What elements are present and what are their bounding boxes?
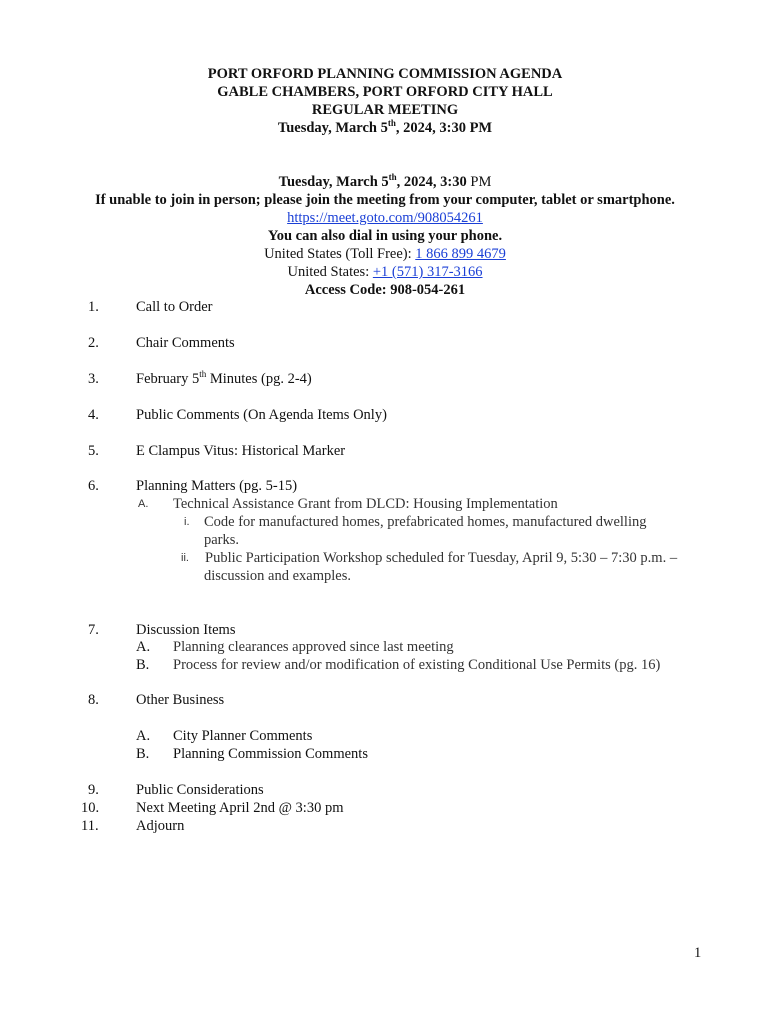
- item-7-text: Discussion Items: [136, 622, 236, 638]
- item-2-number: 2.: [88, 335, 99, 351]
- header-date-text: Tuesday, March 5: [277, 120, 388, 136]
- item-10-number: 10.: [81, 800, 100, 816]
- header-date-rest: , 2024, 3:30 PM: [395, 120, 493, 136]
- item-8b-text: Planning Commission Comments: [173, 746, 368, 762]
- item-7a-text: Planning clearances approved since last meeting: [173, 639, 454, 655]
- item-6a-text: Technical Assistance Grant from DLCD: Housing Implementation: [173, 496, 558, 512]
- item-11-text: Adjourn: [136, 818, 185, 834]
- remote-date-rest: , 2024, 3:30: [396, 174, 467, 190]
- item-7a-letter: A.: [136, 639, 151, 655]
- item-11-number: 11.: [81, 818, 99, 834]
- header-location: GABLE CHAMBERS, PORT ORFORD CITY HALL: [217, 84, 553, 100]
- page-number: 1: [694, 945, 702, 961]
- item-8-number: 8.: [88, 692, 99, 708]
- toll-free-line: [0, 245, 770, 263]
- item-6a-ii-line2: discussion and examples.: [204, 568, 351, 584]
- item-7-number: 7.: [88, 622, 99, 638]
- us-phone-label: United States:: [287, 264, 373, 280]
- header-date-sup: th: [387, 118, 396, 129]
- item-5-text: E Clampus Vitus: Historical Marker: [136, 443, 346, 459]
- item-3-sup: th: [199, 369, 207, 380]
- item-1-text: Call to Order: [136, 299, 213, 315]
- item-6a-ii-line1: Public Participation Workshop scheduled for Tuesday, April 9, 5:30 – 7:30 p.m. –: [205, 550, 678, 566]
- remote-date-text: Tuesday, March 5: [278, 174, 389, 190]
- access-code: Access Code: 908-054-261: [304, 282, 466, 298]
- us-phone-line: [0, 263, 770, 281]
- item-6a-i-number: i.: [184, 516, 190, 528]
- item-6a-letter: A.: [138, 498, 149, 510]
- meeting-link-line: [0, 209, 770, 227]
- dial-in-heading: You can also dial in using your phone.: [267, 228, 503, 244]
- item-7b-letter: B.: [136, 657, 150, 673]
- item-4-text: Public Comments (On Agenda Items Only): [136, 407, 387, 423]
- item-3-text-rest: Minutes (pg. 2-4): [206, 371, 312, 387]
- remote-date-sup: th: [388, 172, 397, 183]
- item-6-number: 6.: [88, 478, 99, 494]
- item-8-text: Other Business: [136, 692, 225, 708]
- remote-date-pm: PM: [466, 174, 492, 190]
- item-1-number: 1.: [88, 299, 99, 315]
- header-meeting-type: REGULAR MEETING: [311, 102, 459, 118]
- item-9-number: 9.: [88, 782, 99, 798]
- item-3-text-main: February 5: [136, 371, 200, 387]
- item-9-text: Public Considerations: [136, 782, 264, 798]
- item-8a-letter: A.: [136, 728, 151, 744]
- toll-free-label: United States (Toll Free):: [264, 246, 416, 262]
- item-4-number: 4.: [88, 407, 99, 423]
- remote-date: [0, 173, 770, 191]
- item-2-text: Chair Comments: [136, 335, 235, 351]
- item-7b-text: Process for review and/or modification of existing Conditional Use Permits (pg. 16): [173, 657, 661, 673]
- item-8a-text: City Planner Comments: [173, 728, 313, 744]
- meeting-link[interactable]: https://meet.goto.com/908054261: [287, 210, 483, 226]
- toll-free-number-link[interactable]: 1 866 899 4679: [415, 246, 506, 262]
- remote-instruction: If unable to join in person; please join the meeting from your computer, tablet or smartphone.: [95, 192, 675, 208]
- item-10-text: Next Meeting April 2nd @ 3:30 pm: [136, 800, 344, 816]
- item-3-number: 3.: [88, 371, 99, 387]
- us-phone-number-link[interactable]: +1 (571) 317-3166: [372, 264, 483, 280]
- item-5-number: 5.: [88, 443, 99, 459]
- item-6a-i-line2: parks.: [204, 532, 240, 548]
- header-date: [0, 119, 770, 137]
- item-6-text: Planning Matters (pg. 5-15): [136, 478, 298, 494]
- header-title: PORT ORFORD PLANNING COMMISSION AGENDA: [207, 66, 563, 82]
- item-3-text: [136, 370, 312, 388]
- item-6a-i-line1: Code for manufactured homes, prefabricated homes, manufactured dwelling: [204, 514, 647, 530]
- item-8b-letter: B.: [136, 746, 150, 762]
- item-6a-ii-number: ii.: [181, 552, 189, 564]
